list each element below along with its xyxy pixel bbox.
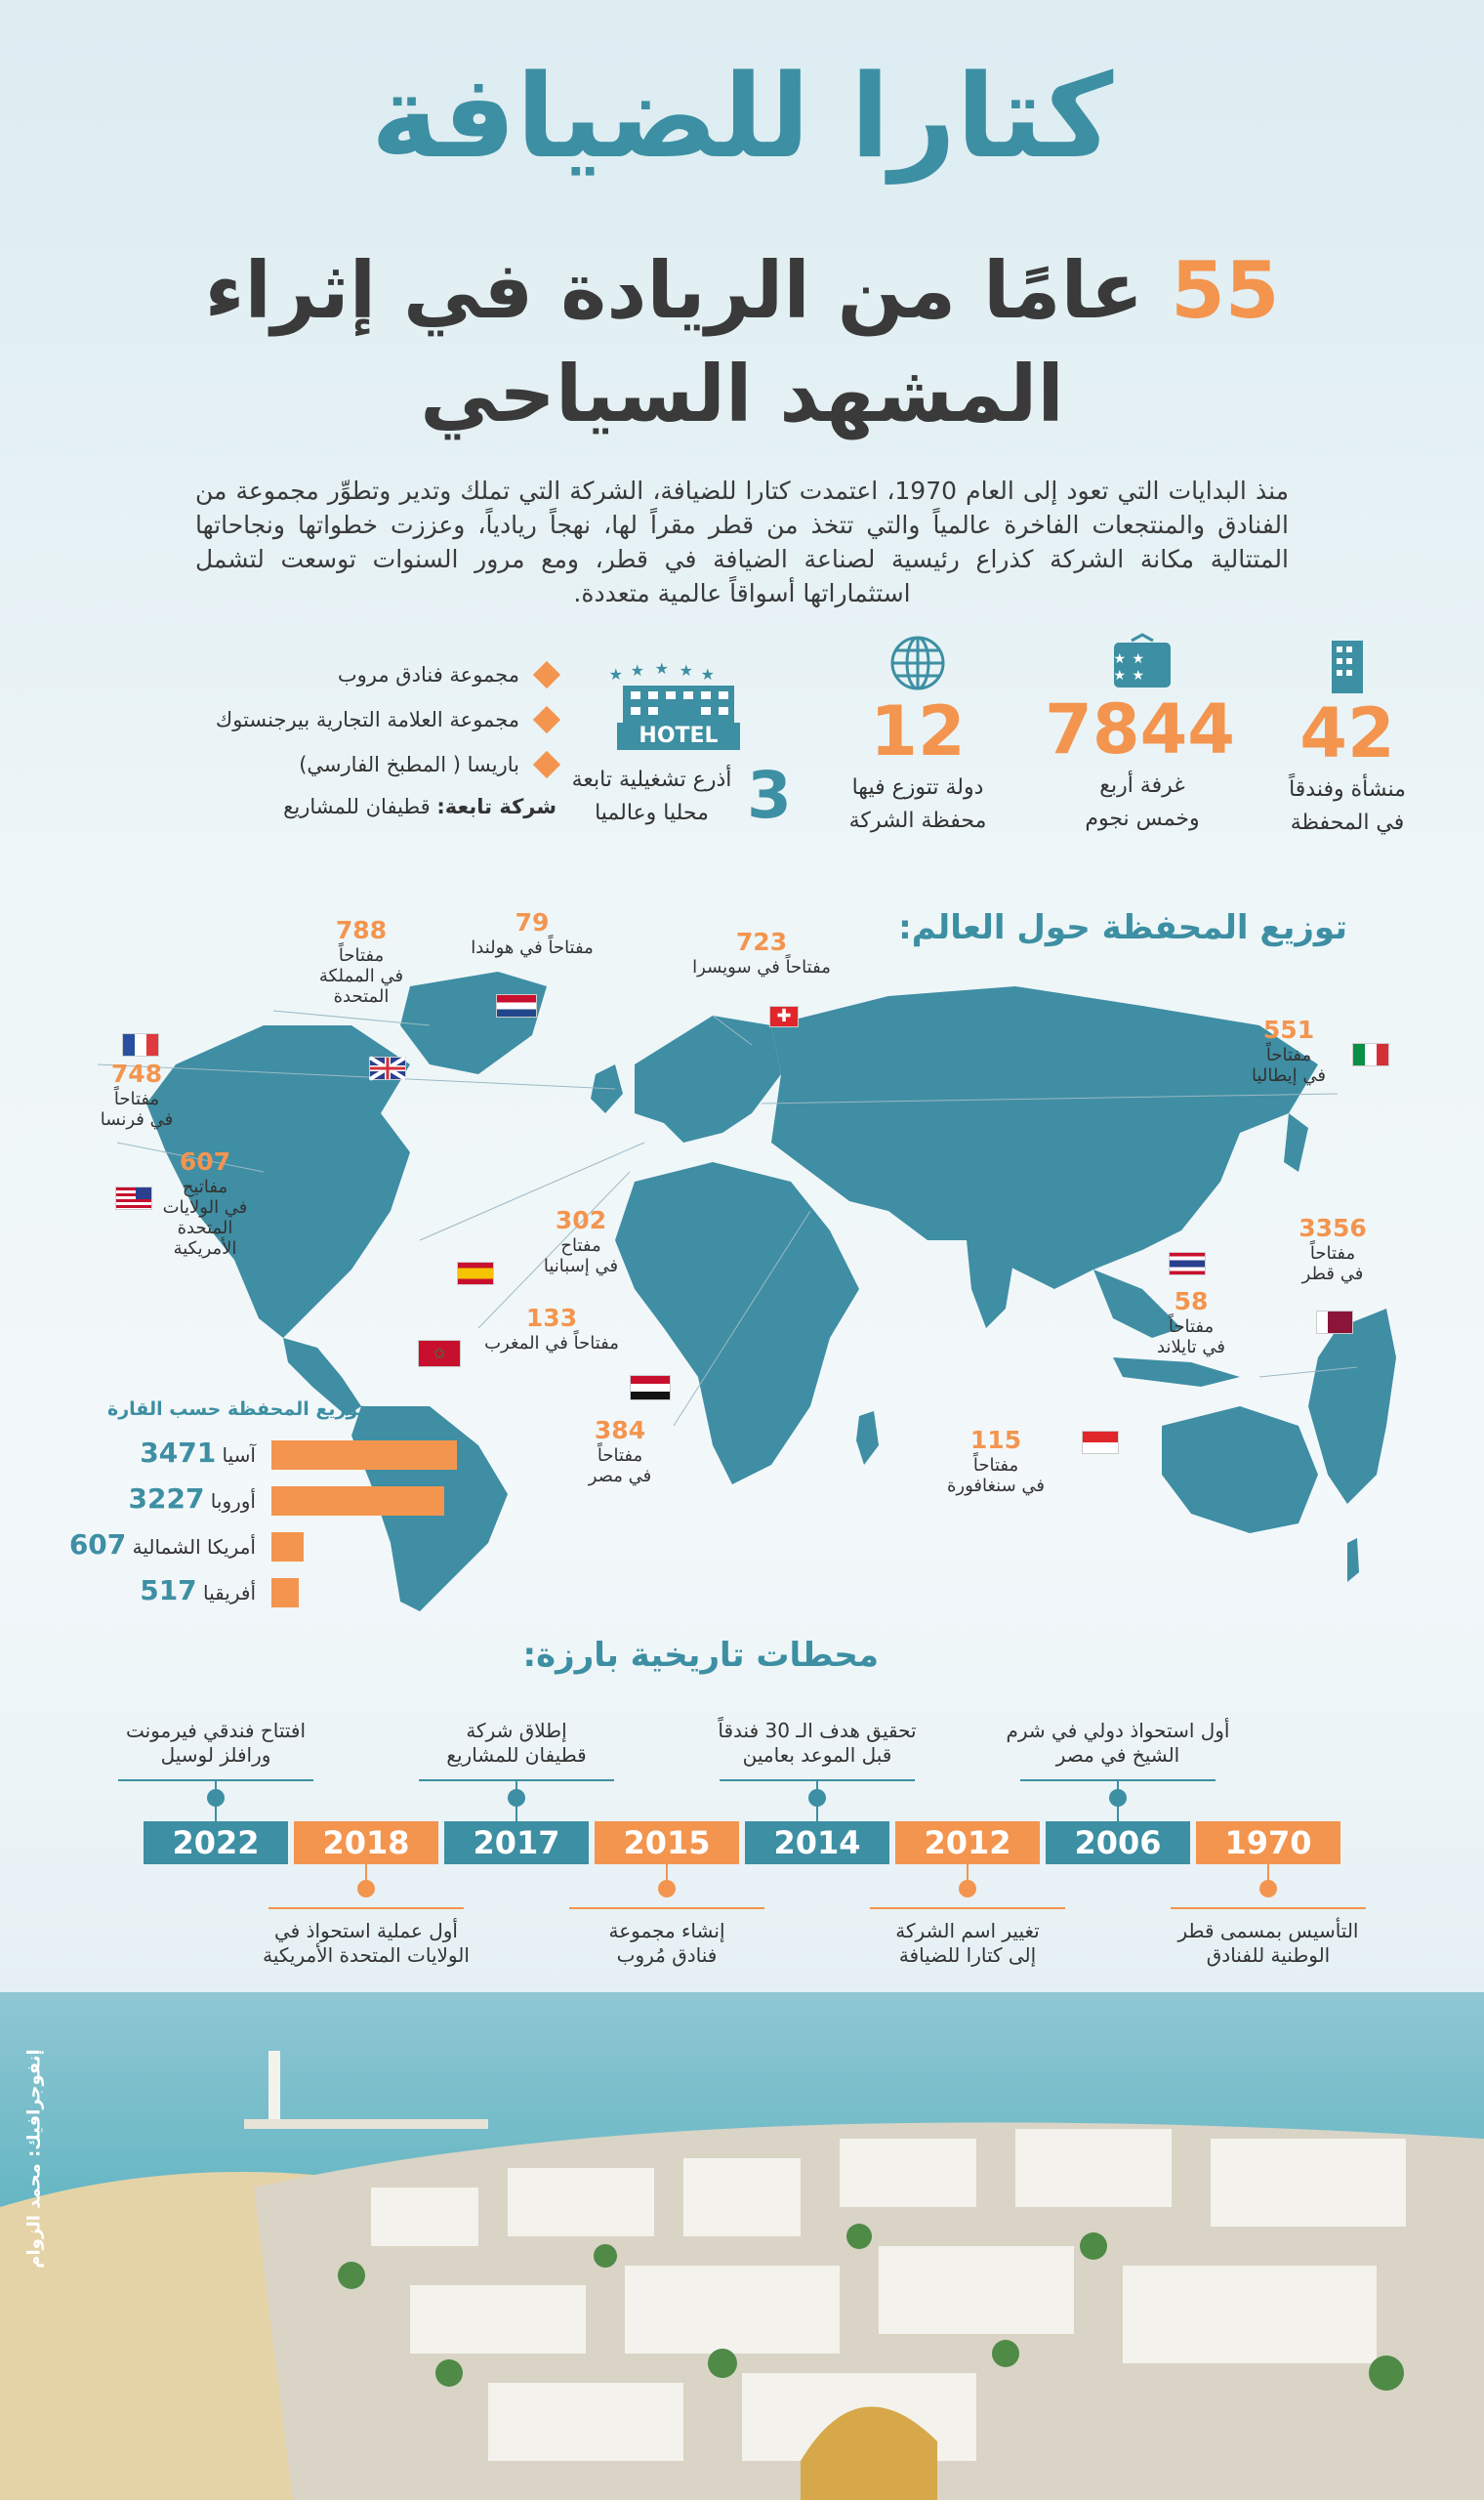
timeline-underline: [870, 1907, 1065, 1909]
continent-bar-category: أمريكا الشمالية: [126, 1535, 256, 1559]
globe-icon: [889, 635, 946, 691]
map-label-egypt: 384 مفتاحاً في مصر: [588, 1416, 652, 1486]
timeline-connector: [1267, 1864, 1269, 1894]
diamond-bullet-icon: [533, 706, 560, 733]
timeline-connector: [666, 1864, 668, 1894]
stat-label: في المحفظة: [1290, 811, 1405, 835]
timeline-underline: [419, 1779, 614, 1781]
timeline-connector: [967, 1864, 969, 1894]
flag-egypt-icon: [630, 1375, 671, 1400]
map-label-singapore: 115 مفتاحاً في سنغافورة: [946, 1426, 1046, 1496]
continent-bar-category: آسيا: [216, 1443, 256, 1467]
building-icon: [1328, 635, 1367, 693]
timeline-year: 1970: [1196, 1821, 1340, 1864]
timeline-dot: [1109, 1789, 1127, 1807]
brands-list: [166, 652, 556, 826]
timeline-connector: [365, 1864, 367, 1894]
map-label-uk: 788 مفتاحاً في المملكة المتحدة: [318, 916, 404, 1007]
timeline-underline: [1020, 1779, 1216, 1781]
timeline-dot: [808, 1789, 826, 1807]
continent-bar-label: [61, 1482, 256, 1515]
continent-bar-value: 3471: [140, 1437, 217, 1469]
stat-label: وخمس نجوم: [1085, 807, 1200, 831]
map-label-switzerland: 723 مفتاحاً في سويسرا: [692, 928, 831, 978]
timeline-event: أول عملية استحواذ في الولايات المتحدة الأمريكية: [263, 1919, 470, 1967]
stat-value: 12: [870, 691, 966, 771]
timeline-event: التأسيس بمسمى قطر الوطنية للفنادق: [1177, 1919, 1359, 1967]
brands-count: 3: [747, 758, 792, 833]
flag-morocco-icon: ✩: [418, 1340, 461, 1367]
brands-block: [556, 659, 801, 833]
stat-rooms: [1045, 635, 1235, 836]
flag-thailand-icon: [1169, 1252, 1206, 1275]
continent-bar-category: أفريقيا: [196, 1581, 256, 1604]
continent-bar-category: أوروبا: [204, 1489, 256, 1513]
continent-bar-chart: [0, 1437, 469, 1626]
timeline-connector: [816, 1779, 818, 1821]
stat-value: 42: [1299, 693, 1395, 773]
credit: إنفوجرافيك: محمد الزوام: [23, 2049, 45, 2269]
timeline-event: افتتاح فندقي فيرمونت ورافلز لوسيل: [125, 1719, 307, 1767]
brands-label-2: محليا وعالميا: [595, 801, 709, 825]
star-card-icon: [1112, 635, 1173, 689]
timeline-dot: [207, 1789, 225, 1807]
stat-properties: [1269, 635, 1425, 840]
timeline-underline: [268, 1907, 464, 1909]
flag-uk-icon: [369, 1057, 406, 1080]
timeline-event: تغيير اسم الشركة إلى كتارا للضيافة: [895, 1919, 1040, 1967]
continent-bar: [271, 1578, 299, 1607]
stat-label: منشأة وفندقاً: [1289, 777, 1406, 802]
list-item: باريسا ( المطبخ الفارسي): [166, 742, 556, 787]
continent-bar-value: 517: [140, 1574, 197, 1606]
timeline-year: 2012: [895, 1821, 1040, 1864]
flag-netherlands-icon: [496, 994, 537, 1018]
continent-chart-title: توزيع المحفظة حسب القارة: [107, 1398, 365, 1420]
brands-label: [556, 764, 747, 830]
map-label-morocco: 133 مفتاحاً في المغرب: [484, 1304, 619, 1354]
timeline-event: إنشاء مجموعة فنادق مُروب: [608, 1919, 725, 1967]
timeline-underline: [569, 1907, 764, 1909]
svg-text:★: ★: [654, 659, 669, 678]
map-label-usa: 607 مفاتيح في الولايات المتحدة الأمريكية: [162, 1147, 248, 1259]
timeline-connector: [215, 1779, 217, 1821]
svg-text:★: ★: [1113, 651, 1126, 667]
timeline-year: 2022: [144, 1821, 288, 1864]
diamond-bullet-icon: [533, 661, 560, 688]
timeline-underline: [1171, 1907, 1366, 1909]
timeline-event: إطلاق شركة قطيفان للمشاريع: [446, 1719, 587, 1767]
timeline-dot: [357, 1880, 375, 1897]
map-label-italy: 551 مفتاحاً في إيطاليا: [1252, 1016, 1326, 1086]
map-label-spain: 302 مفتاح في إسبانيا: [543, 1206, 619, 1276]
svg-text:★: ★: [700, 665, 715, 684]
subsidiary: شركة تابعة: قطيفان للمشاريع: [283, 795, 556, 818]
flag-qatar-icon: [1316, 1311, 1353, 1334]
page-subtitle: [156, 239, 1328, 446]
list-item: مجموعة فنادق مروب: [166, 652, 556, 697]
continent-bar-value: 607: [68, 1528, 127, 1561]
continent-bar-value: 3227: [128, 1482, 205, 1515]
list-item: مجموعة العلامة التجارية بيرجنستوك: [166, 697, 556, 742]
svg-text:★: ★: [608, 665, 623, 684]
map-label-thailand: 58 مفتاحاً في تايلاند: [1156, 1287, 1226, 1357]
page-title: كتارا للضيافة: [370, 49, 1114, 184]
subtitle-line-2: المشهد السياحي: [420, 349, 1064, 439]
flag-italy-icon: [1352, 1043, 1389, 1066]
flag-france-icon: [122, 1033, 159, 1057]
flag-singapore-icon: [1082, 1431, 1119, 1454]
timeline-title: محطات تاريخية بارزة:: [522, 1636, 879, 1675]
timeline-year: 2017: [444, 1821, 589, 1864]
flag-usa-icon: [115, 1187, 152, 1210]
svg-text:★: ★: [630, 661, 644, 680]
timeline-dot: [508, 1789, 525, 1807]
stat-label: دولة تتوزع فيها: [851, 775, 984, 800]
continent-bar: [271, 1532, 304, 1562]
timeline-year: 2014: [745, 1821, 889, 1864]
stat-label: غرفة أربع: [1099, 773, 1185, 798]
diamond-bullet-icon: [533, 751, 560, 778]
intro-paragraph: منذ البدايات التي تعود إلى العام 1970، اعتمدت كتارا للضيافة، الشركة التي تملك وتدير وتطوِّر مجموعة من الفنادق والمنتجعات الفاخرة عالمياً والتي تتخذ من قطر مقراً لها، نهجاً ريادياً، وعززت خطواتها ونجاحاتها المتتالية مكانة الشركة كذراع رئيسية لصناعة الضيافة في قطر، ومع مرور السنوات توسعت لتشمل استثماراتها أسواقاً عالمية متعددة.: [195, 477, 1290, 607]
continent-bar-label: [61, 1574, 256, 1606]
brands-label-1: أذرع تشغيلية تابعة: [571, 768, 732, 792]
timeline-year: 2018: [294, 1821, 438, 1864]
map-title: توزيع المحفظة حول العالم:: [898, 908, 1347, 947]
svg-text:★: ★: [1113, 668, 1126, 684]
timeline-dot: [959, 1880, 976, 1897]
continent-bar: [271, 1486, 444, 1516]
continent-bar: [271, 1440, 457, 1470]
stat-countries: [830, 635, 1006, 838]
timeline-underline: [118, 1779, 313, 1781]
timeline-year: 2006: [1046, 1821, 1190, 1864]
svg-text:★: ★: [1132, 668, 1144, 684]
timeline-connector: [515, 1779, 517, 1821]
svg-text:★: ★: [1132, 651, 1144, 667]
continent-bar-label: [61, 1437, 256, 1469]
timeline-event: أول استحواذ دولي في شرم الشيخ في مصر: [1006, 1719, 1230, 1767]
hotel-sign-text: HOTEL: [639, 724, 719, 748]
map-label-france: 748 مفتاحاً في فرنسا: [100, 1060, 174, 1130]
stat-value: 7844: [1045, 689, 1235, 770]
timeline-connector: [1117, 1779, 1119, 1821]
map-label-qatar: 3356 مفتاحاً في قطر: [1298, 1214, 1367, 1284]
svg-text:★: ★: [679, 661, 693, 680]
years-number: 55: [1171, 245, 1280, 336]
stat-label: محفظة الشركة: [848, 809, 987, 833]
flag-spain-icon: [457, 1262, 494, 1285]
continent-bar-label: [61, 1528, 256, 1561]
resort-photo: [0, 1992, 1484, 2500]
timeline-dot: [1259, 1880, 1277, 1897]
timeline-underline: [720, 1779, 915, 1781]
timeline-year: 2015: [595, 1821, 739, 1864]
timeline-event: تحقيق هدف الـ 30 فندقاً قبل الموعد بعامين: [718, 1719, 917, 1767]
timeline-dot: [658, 1880, 676, 1897]
subtitle-line-1: عامًا من الريادة في إثراء: [204, 245, 1144, 336]
flag-switzerland-icon: ✚: [769, 1006, 799, 1027]
map-label-netherlands: 79 مفتاحاً في هولندا: [471, 908, 594, 958]
